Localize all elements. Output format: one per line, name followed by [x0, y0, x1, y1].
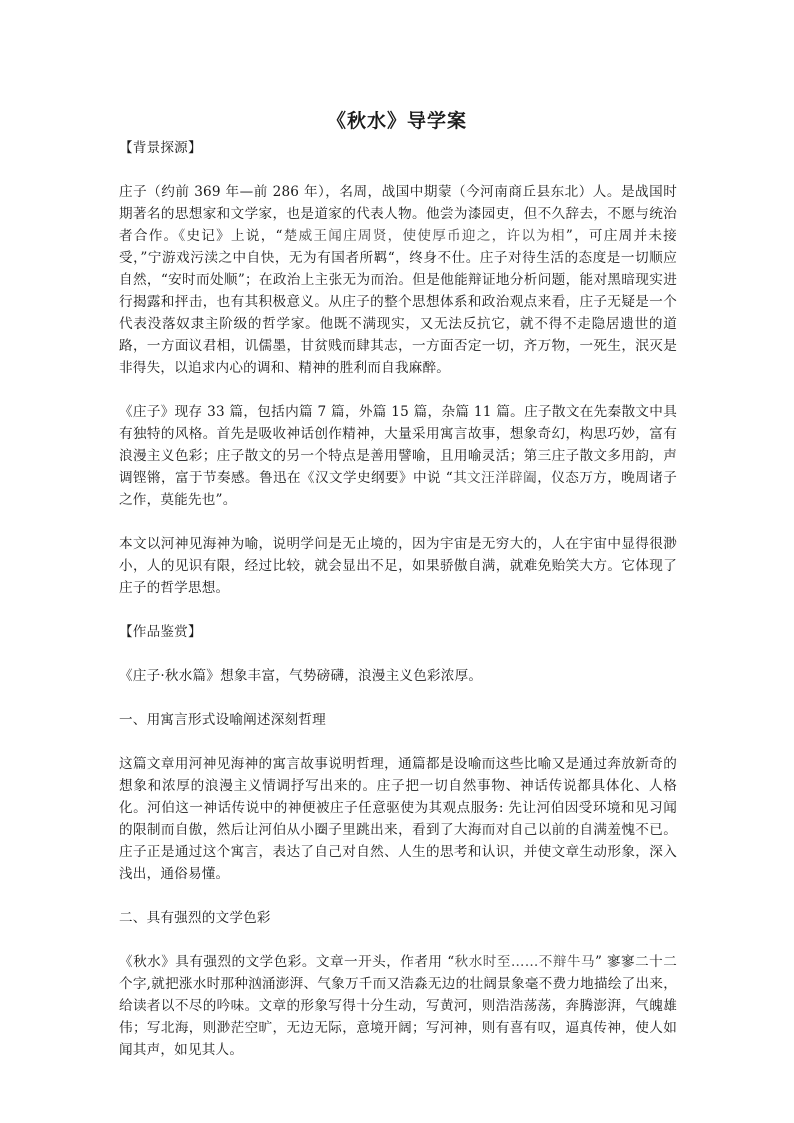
- subheading-allegory: 一、用寓言形式设喻阐述深刻哲理: [119, 712, 326, 728]
- paragraph-zhuangzi-bio: [119, 181, 677, 379]
- paragraph-zhuangzi-book: [119, 401, 677, 511]
- paragraph-text: 庄子（约前 369 年—前 286 年），名周，战国中期蒙（今河南商丘县东北）人。是战国时期著名的思想家和文学家，也是道家的代表人物。他尝为漆园吏，但不久辞去，不愿与统治者合作。《史记》上说，“: [119, 184, 677, 244]
- paragraph-text: ” 寥寥二十二个字,就把涨水时那种汹涌澎湃、气象万千而又浩淼无边的壮阔景象毫不费力地描绘了出来，给读者以不尽的吟味。文章的形象写得十分生动，写黄河，则浩浩荡荡，奔腾澎湃，气魄雄伟；写北海，则渺茫空旷，无边无际，意境开阔；写河神，则有喜有叹，逼真传神，使人如闻其声，如见其人。: [119, 954, 678, 1058]
- paragraph-article-summary: 本文以河神见海神为喻，说明学问是无止境的，因为宇宙是无穷大的，人在宇宙中显得很渺小，人的见识有限，经过比较，就会显出不足，如果骄傲自满，就难免贻笑大方。它体现了庄子的哲学思想。: [119, 536, 677, 596]
- quoted-text: 其文汪洋辟阖: [452, 470, 538, 486]
- quoted-text: 秋水时至……不辩牛马: [454, 954, 596, 970]
- paragraph-text: ”，可庄周并未接受，”宁游戏污渎之中自快，无为有国者所羁“，终身不仕。庄子对待生活的态度是一切顺应自然，“安时而处顺”；在政治上主张无为而治。但是他能辩证地分析问题，能对黑暗现实进行揭露和抨击，也有其积极意义。从庄子的整个思想体系和政治观点来看，庄子无疑是一个代表没落奴隶主阶级的哲学家。他既不满现实，又无法反抗它，就不得不走隐居遗世的道路，一方面议君相，讥儒墨，甘贫贱而肆其志，一方面否定一切，齐万物，一死生，泯灭是非得失，以追求内心的调和、精神的胜利而自我麻醉。: [119, 228, 677, 376]
- paragraph-text: ，仪态万方，晚周诸子之作，莫能先也”。: [119, 470, 678, 508]
- page-title: 《秋水》导学案: [326, 110, 467, 132]
- document-body: [119, 137, 677, 1083]
- paragraph-text: 《秋水》具有强烈的文学色彩。文章一开头，作者用 “: [119, 954, 455, 970]
- paragraph-allegory: 这篇文章用河神见海神的寓言故事说明哲理，通篇都是设喻而这些比喻又是通过奔放新奇的想象和浓厚的浪漫主义情调抒写出来的。庄子把一切自然事物、神话传说都具体化、人格化。河伯这一神话传说中的神便被庄子任意驱使为其观点服务: 先让河伯因受环境和见习闻的限制而自傲，然后让河伯从小圈子里跳出来，看到了大海而对自己以前的自满羞愧不已。庄子正是通过这个寓言，表达了自己对自然、人生的思考和认识，并使文章生动形象，深入浅出，通俗易懂。: [119, 756, 677, 882]
- section-heading-background: 【背景探源】: [119, 140, 202, 156]
- section-heading-appreciation: 【作品鉴赏】: [119, 624, 202, 640]
- paragraph-text: 《庄子》现存 33 篇，包括内篇 7 篇，外篇 15 篇，杂篇 11 篇。庄子散文在先秦散文中具有独特的风格。首先是吸收神话创作精神，大量采用寓言故事，想象奇幻，构思巧妙，富有浪漫主义色彩；庄子散文的另一个特点是善用譬喻，且用喻灵活；第三庄子散文多用韵，声调铿锵，富于节奏感。鲁迅在《汉文学史纲要》中说 “: [119, 404, 677, 486]
- subheading-literary-color: 二、具有强烈的文学色彩: [119, 910, 271, 926]
- paragraph-literary-color: [119, 951, 677, 1061]
- paragraph-appreciation-intro: 《庄子·秋水篇》想象丰富，气势磅礴，浪漫主义色彩浓厚。: [119, 668, 483, 684]
- quoted-text: 楚威王闻庄周贤，使使厚币迎之，许以为相: [282, 228, 566, 244]
